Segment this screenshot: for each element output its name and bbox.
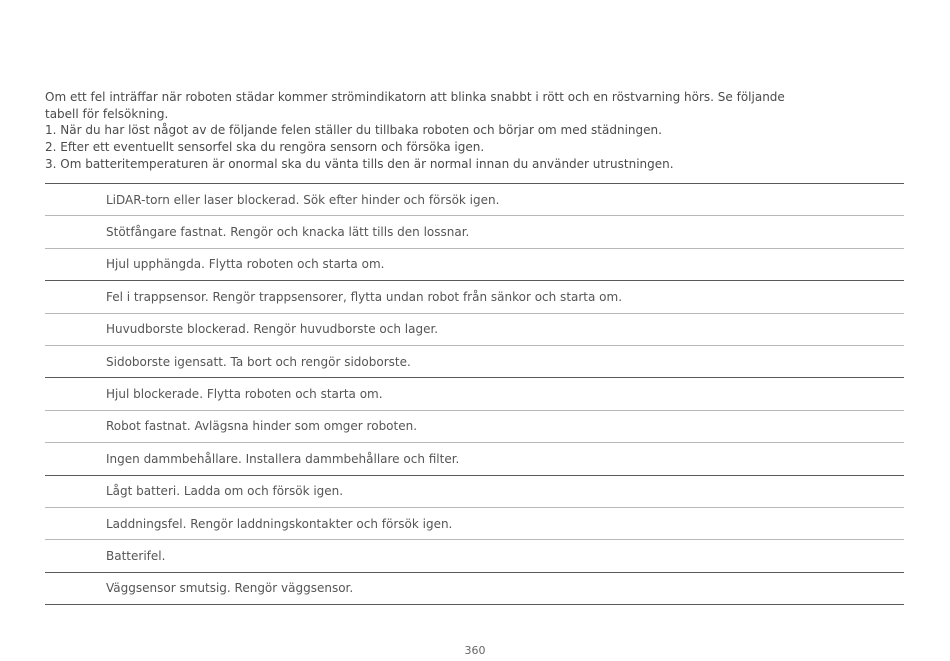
error-description: Väggsensor smutsig. Rengör väggsensor. xyxy=(106,581,354,596)
error-description: Sidoborste igensatt. Ta bort och rengör sidoborste. xyxy=(106,354,411,369)
error-description: Hjul upphängda. Flytta roboten och starta om. xyxy=(106,257,385,272)
error-description: Laddningsfel. Rengör laddningskontakter och försök igen. xyxy=(106,516,453,531)
table-row xyxy=(45,216,904,248)
table-row xyxy=(45,540,904,572)
intro-text xyxy=(45,89,785,173)
error-description: Lågt batteri. Ladda om och försök igen. xyxy=(106,484,344,499)
table-row xyxy=(45,476,904,508)
error-description: Huvudborste blockerad. Rengör huvudborste och lager. xyxy=(106,322,439,337)
intro-paragraph: Om ett fel inträffar när roboten städar kommer strömindikatorn att blinka snabbt i rött och en röstvarning hörs. Se följande tabell för felsökning. xyxy=(45,90,785,121)
error-table xyxy=(45,183,904,605)
error-description: Robot fastnat. Avlägsna hinder som omger roboten. xyxy=(106,419,418,434)
intro-step-3: 3. Om batteritemperaturen är onormal ska du vänta tills den är normal innan du använder utrustningen. xyxy=(45,156,674,171)
error-description: Batterifel. xyxy=(106,548,166,563)
table-row xyxy=(45,378,904,410)
page-number: 360 xyxy=(464,644,486,657)
table-row xyxy=(45,346,904,378)
table-row xyxy=(45,443,904,475)
table-row xyxy=(45,249,904,281)
table-row xyxy=(45,411,904,443)
table-row xyxy=(45,573,904,605)
table-row xyxy=(45,314,904,346)
table-row xyxy=(45,508,904,540)
error-description: LiDAR-torn eller laser blockerad. Sök efter hinder och försök igen. xyxy=(106,192,500,207)
error-description: Hjul blockerade. Flytta roboten och starta om. xyxy=(106,387,383,402)
intro-step-2: 2. Efter ett eventuellt sensorfel ska du rengöra sensorn och försöka igen. xyxy=(45,140,485,155)
error-description: Ingen dammbehållare. Installera dammbehållare och filter. xyxy=(106,451,460,466)
intro-step-1: 1. När du har löst något av de följande felen ställer du tillbaka roboten och börjar om med städningen. xyxy=(45,123,662,138)
table-row xyxy=(45,184,904,216)
error-description: Stötfångare fastnat. Rengör och knacka lätt tills den lossnar. xyxy=(106,225,470,240)
table-row xyxy=(45,281,904,313)
error-description: Fel i trappsensor. Rengör trappsensorer, flytta undan robot från sänkor och starta om. xyxy=(106,289,623,304)
